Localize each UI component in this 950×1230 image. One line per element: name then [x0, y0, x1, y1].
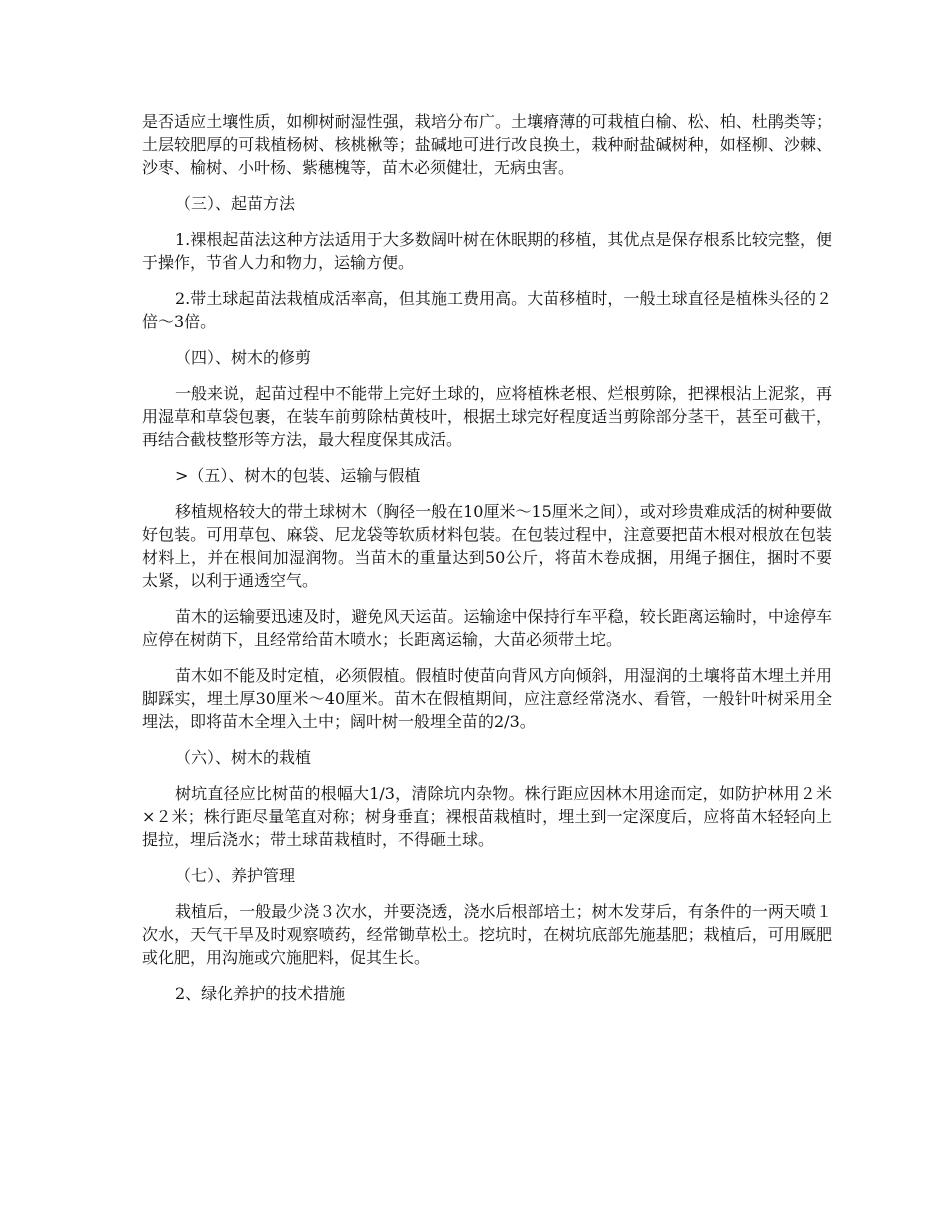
- paragraph-soil-ball-lifting: 2.带土球起苗法栽植成活率高，但其施工费用高。大苗移植时，一般土球直径是植株头径的２倍～3倍。: [142, 289, 832, 331]
- section-heading-pruning: （四）、树木的修剪: [175, 348, 312, 367]
- paragraph-pruning: 一般来说，起苗过程中不能带上完好土球的，应将植株老根、烂根剪除，把裸根沾上泥浆，再用湿草和草袋包裹，在装车前剪除枯黄枝叶，根据土球完好程度适当剪除部分茎干，甚至可截干，再结合截枝整形等方法，最大程度保其成活。: [142, 384, 832, 449]
- section-heading-packing-transport: >（五）、树木的包装、运输与假植: [175, 466, 421, 485]
- paragraph-packing: 移植规格较大的带土球树木（胸径一般在10厘米～15厘米之间），或对珍贵难成活的树种要做好包装。可用草包、麻袋、尼龙袋等软质材料包装。在包装过程中，注意要把苗木根对根放在包装材料上，并在根间加湿润物。当苗木的重量达到50公斤，将苗木卷成捆，用绳子捆住，捆时不要太紧，以利于通透空气。: [142, 502, 832, 590]
- section-heading-planting: （六）、树木的栽植: [175, 748, 312, 767]
- section-heading-greening-measures: 2、绿化养护的技术措施: [175, 984, 346, 1003]
- paragraph-bare-root-lifting: 1.裸根起苗法这种方法适用于大多数阔叶树在休眠期的移植，其优点是保存根系比较完整，便于操作，节省人力和物力，运输方便。: [142, 230, 832, 272]
- paragraph-maintenance: 栽植后，一般最少浇３次水，并要浇透，浇水后根部培土；树木发芽后，有条件的一两天喷１次水，天气干旱及时观察喷药，经常锄草松土。挖坑时，在树坑底部先施基肥；栽植后，可用厩肥或化肥，用沟施或穴施肥料，促其生长。: [142, 902, 832, 967]
- paragraph-heeling-in: 苗木如不能及时定植，必须假植。假植时使苗向背风方向倾斜，用湿润的土壤将苗木埋土并用脚踩实，埋土厚30厘米～40厘米。苗木在假植期间，应注意经常浇水、看管，一般针叶树采用全埋法，即将苗木全埋入土中；阔叶树一般埋全苗的2/3。: [142, 666, 832, 731]
- section-heading-seedling-lifting: （三）、起苗方法: [175, 194, 296, 213]
- paragraph-transport: 苗木的运输要迅速及时，避免风天运苗。运输途中保持行车平稳，较长距离运输时，中途停车应停在树荫下，且经常给苗木喷水；长距离运输，大苗必须带土坨。: [142, 607, 832, 649]
- paragraph-soil-suitability: 是否适应土壤性质，如柳树耐湿性强，栽培分布广。土壤瘠薄的可栽植白榆、松、柏、杜鹃类等；土层较肥厚的可栽植杨树、核桃楸等；盐碱地可进行改良换土，栽种耐盐碱树种，如柽柳、沙棘、沙枣、榆树、小叶杨、紫穗槐等，苗木必须健壮，无病虫害。: [142, 112, 832, 177]
- document-body: [142, 110, 832, 1018]
- paragraph-planting: 树坑直径应比树苗的根幅大1/3，清除坑内杂物。株行距应因林木用途而定，如防护林用２米×２米；株行距尽量笔直对称；树身垂直；裸根苗栽植时，埋土到一定深度后，应将苗木轻轻向上提拉，埋后浇水；带土球苗栽植时，不得砸土球。: [142, 784, 832, 849]
- section-heading-maintenance: （七）、养护管理: [175, 866, 296, 885]
